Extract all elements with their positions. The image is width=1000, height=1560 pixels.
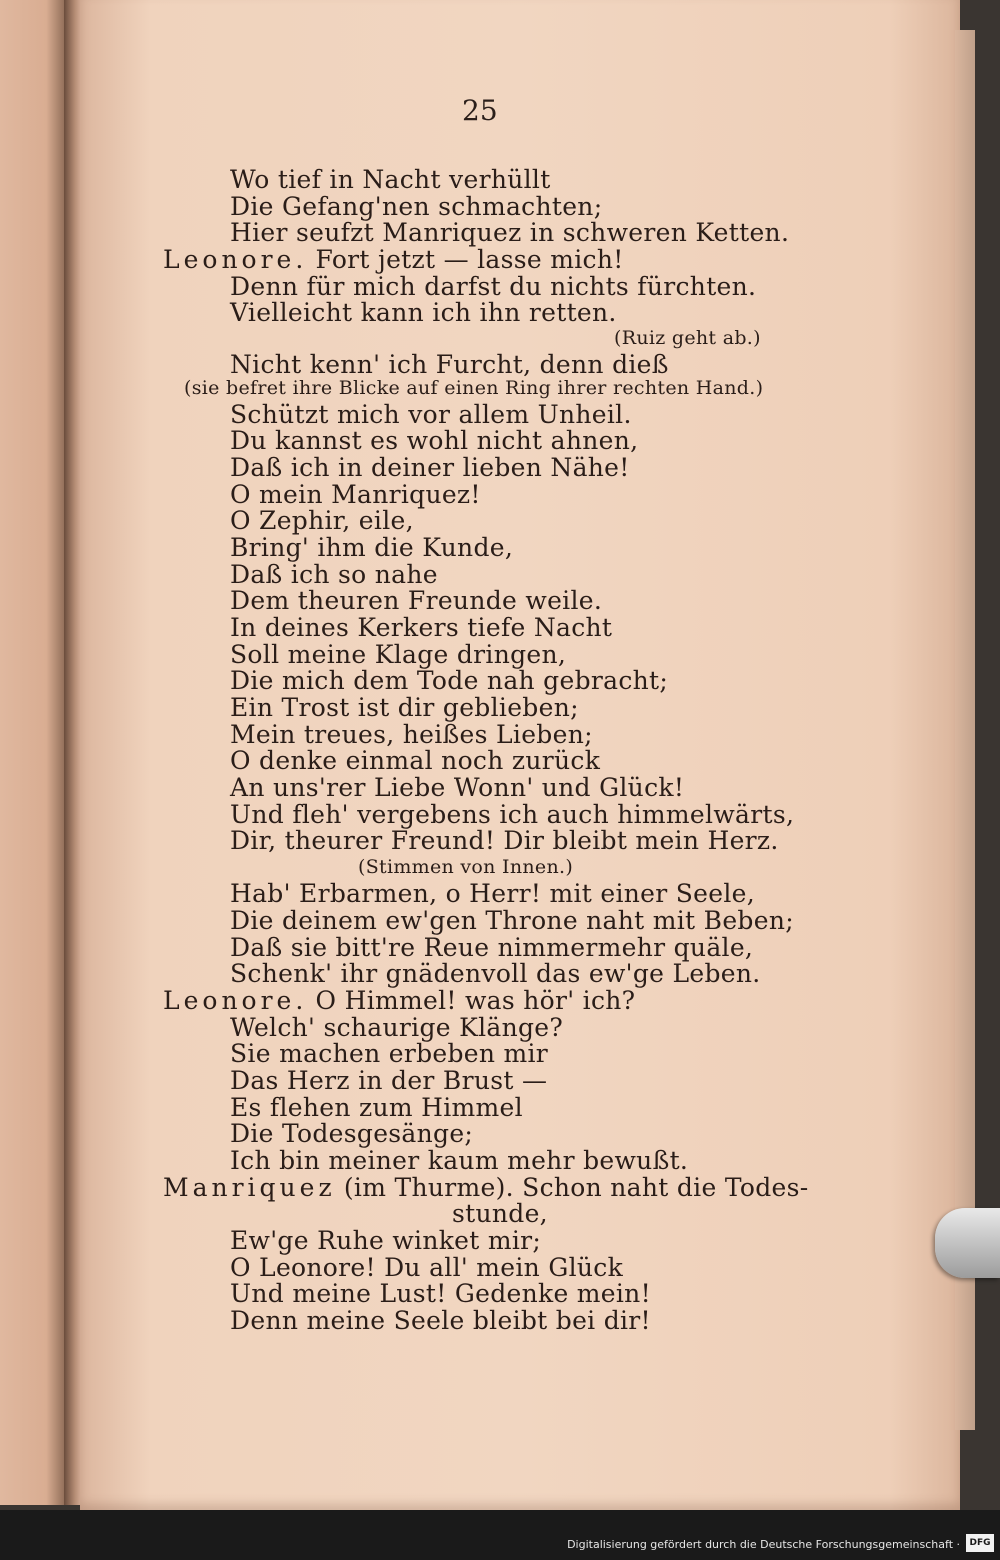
line-text: Und fleh' vergebens ich auch himmelwärts, xyxy=(230,800,795,829)
verse-line xyxy=(230,192,602,221)
verse-line xyxy=(230,693,579,722)
verse-line xyxy=(230,218,789,247)
verse-line xyxy=(230,560,438,589)
line-text: Bring' ihm die Kunde, xyxy=(230,533,514,562)
dfg-logo: DFG xyxy=(966,1534,994,1552)
speaker-name: Leonore. xyxy=(163,245,308,274)
line-text: Daß ich so nahe xyxy=(230,560,438,589)
verse-line xyxy=(230,1066,547,1095)
stage-direction xyxy=(184,377,763,399)
verse-line xyxy=(230,298,617,327)
line-text: Denn meine Seele bleibt bei dir! xyxy=(230,1306,651,1335)
line-text: Ew'ge Ruhe winket mir; xyxy=(230,1226,542,1255)
line-text: Sie machen erbeben mir xyxy=(230,1039,549,1068)
verse-line xyxy=(230,1039,548,1068)
line-text: O Zephir, eile, xyxy=(230,506,414,535)
verse-line xyxy=(230,586,602,615)
line-text: Dem theuren Freunde weile. xyxy=(230,586,603,615)
verse-line xyxy=(230,933,753,962)
verse-line xyxy=(230,453,630,482)
verse-line xyxy=(230,720,593,749)
verse-line xyxy=(230,1226,541,1255)
verse-line xyxy=(230,350,669,379)
verse-line xyxy=(230,906,794,935)
line-text: O mein Manriquez! xyxy=(230,480,481,509)
line-text: Daß sie bitt're Reue nimmermehr quäle, xyxy=(230,933,754,962)
verse-line xyxy=(230,613,612,642)
verse-line xyxy=(230,959,761,988)
speaker-line xyxy=(163,1173,808,1202)
line-text: Hab' Erbarmen, o Herr! mit einer Seele, xyxy=(230,879,756,908)
speaker-line xyxy=(163,986,635,1015)
verse-line xyxy=(452,1199,548,1228)
line-text: O Himmel! was hör' ich? xyxy=(315,986,636,1015)
line-text: (Ruiz geht ab.) xyxy=(614,327,761,349)
verse-line xyxy=(230,1253,623,1282)
verse-line xyxy=(230,1306,651,1335)
line-text: Die Todesgesänge; xyxy=(230,1119,474,1148)
verse-line xyxy=(230,1146,688,1175)
line-text: Es flehen zum Himmel xyxy=(230,1093,523,1122)
line-text: Mein treues, heißes Lieben; xyxy=(230,720,593,749)
line-text: Ein Trost ist dir geblieben; xyxy=(230,693,579,722)
verse-line xyxy=(230,400,632,429)
stage-direction xyxy=(614,327,761,349)
line-text: Du kannst es wohl nicht ahnen, xyxy=(230,426,639,455)
line-text: Schenk' ihr gnädenvoll das ew'ge Leben. xyxy=(230,959,761,988)
line-text: (Stimmen von Innen.) xyxy=(358,856,574,878)
line-text: Und meine Lust! Gedenke mein! xyxy=(230,1279,651,1308)
speaker-name: Leonore. xyxy=(163,986,308,1015)
line-text: O denke einmal noch zurück xyxy=(230,746,601,775)
verse-line xyxy=(230,1279,651,1308)
line-text: stunde, xyxy=(452,1199,548,1228)
line-text: Soll meine Klage dringen, xyxy=(230,640,567,669)
verse-line xyxy=(230,533,513,562)
verse-line xyxy=(230,746,600,775)
verse-line xyxy=(230,272,756,301)
page-number: 25 xyxy=(462,94,498,127)
line-text: Das Herz in der Brust — xyxy=(230,1066,548,1095)
line-text: Die Gefang'nen schmachten; xyxy=(230,192,603,221)
verse-line xyxy=(230,480,481,509)
line-text: In deines Kerkers tiefe Nacht xyxy=(230,613,613,642)
line-text: O Leonore! Du all' mein Glück xyxy=(230,1253,624,1282)
line-text: (sie befret ihre Blicke auf einen Ring ihrer rechten Hand.) xyxy=(184,377,764,399)
line-text: Schützt mich vor allem Unheil. xyxy=(230,400,632,429)
speaker-name: Manriquez xyxy=(163,1173,336,1202)
line-text: Vielleicht kann ich ihn retten. xyxy=(230,298,617,327)
line-text: Ich bin meiner kaum mehr bewußt. xyxy=(230,1146,689,1175)
verse-line xyxy=(230,773,684,802)
verse-line xyxy=(230,165,551,194)
line-text: Hier seufzt Manriquez in schweren Ketten. xyxy=(230,218,790,247)
line-text: Fort jetzt — lasse mich! xyxy=(315,245,624,274)
verse-line xyxy=(230,879,755,908)
line-text: Wo tief in Nacht verhüllt xyxy=(230,165,551,194)
line-text: Daß ich in deiner lieben Nähe! xyxy=(230,453,630,482)
stage-direction xyxy=(358,856,573,878)
verse-line xyxy=(230,800,794,829)
page-clip-tab xyxy=(935,1208,1000,1278)
left-page-edge xyxy=(0,0,66,1505)
line-text: Denn für mich darfst du nichts fürchten. xyxy=(230,272,757,301)
verse-line xyxy=(230,1013,563,1042)
line-text: Welch' schaurige Klänge? xyxy=(230,1013,564,1042)
funding-notice: Digitalisierung gefördert durch die Deutsche Forschungsgemeinschaft · xyxy=(567,1538,960,1551)
line-text: (im Thurme). Schon naht die Todes- xyxy=(343,1173,809,1202)
verse-line xyxy=(230,826,779,855)
verse-line xyxy=(230,640,566,669)
verse-line xyxy=(230,1119,473,1148)
verse-line xyxy=(230,1093,523,1122)
verse-line xyxy=(230,506,414,535)
line-text: Die mich dem Tode nah gebracht; xyxy=(230,666,669,695)
line-text: Die deinem ew'gen Throne naht mit Beben; xyxy=(230,906,794,935)
footer-bar xyxy=(0,1510,1000,1560)
line-text: Nicht kenn' ich Furcht, denn dieß xyxy=(230,350,669,379)
verse-line xyxy=(230,666,668,695)
line-text: Dir, theurer Freund! Dir bleibt mein Herz. xyxy=(230,826,779,855)
verse-line xyxy=(230,426,638,455)
line-text: An uns'rer Liebe Wonn' und Glück! xyxy=(230,773,685,802)
speaker-line xyxy=(163,245,624,274)
